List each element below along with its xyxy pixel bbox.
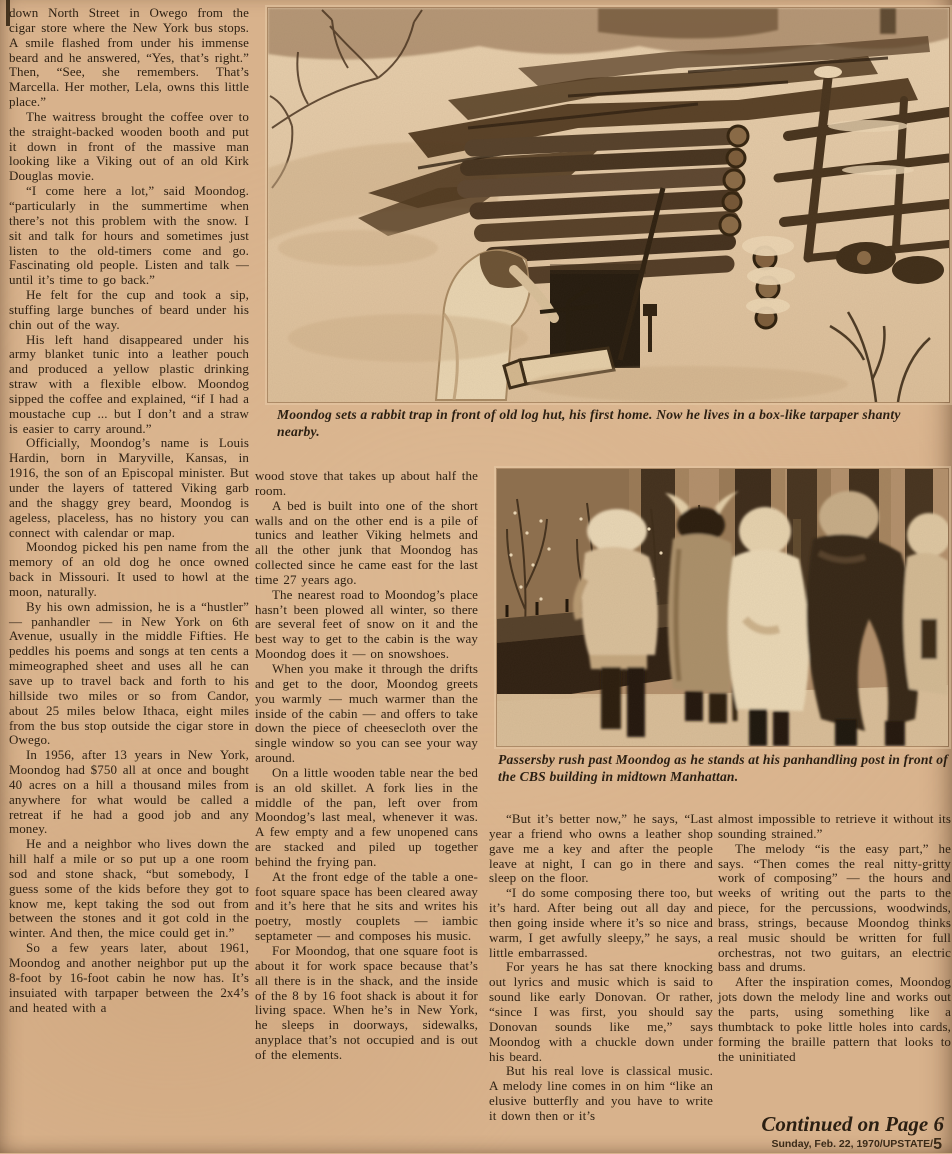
paragraph: Moondog picked his pen name from the memory of an old dog he once owned back in Missouri. It used to howl at the moon, naturally. — [9, 539, 249, 599]
paragraph: At the front edge of the table a one-foot square space has been cleared away and it’s here that he sits and writes his poetry, mostly couplets — iambic septameter — and composes his music. — [255, 868, 478, 944]
article-column-2 — [255, 469, 478, 1153]
paragraph: After the inspiration comes, Moondog jots down the melody line and works out the parts, using something like a thumbtack to poke little holes into cards, forming the braille pattern that looks to the uninitiated — [718, 974, 951, 1064]
continued-on-page-link[interactable]: Continued on Page 6 — [761, 1112, 944, 1136]
paragraph: For Moondog, that one square foot is about it for work space because that’s all there is in the shack, and the inside of the 8 by 16 foot shack is about it for living space. When he’s in New York, he sleeps in doorways, sidewalks, anyplace that’s not occupied and is out of the elements. — [255, 943, 478, 1062]
paragraph: He and a neighbor who lives down the hill half a mile or so put up a one room sod and stone shack, “but somebody, I guess some of the kids before they got to know me, kept taking the sod out from between the stones and it got cold in the winter. And then, the mice could get in.” — [9, 836, 249, 941]
cbs-sidewalk-photo-art — [497, 469, 948, 746]
paragraph: A bed is built into one of the short walls and on the other end is a pile of tunics and leather Viking helmets and all the other junk that Moondog has collected since he came east for the last time 27 years ago. — [255, 497, 478, 587]
paragraph: The waitress brought the coffee over to the straight-backed wooden booth and put it down in front of the massive man looking like a Viking out of an old Kirk Douglas movie. — [9, 108, 249, 184]
paragraph: “I do some composing there too, but it’s hard. After being out all day and then going inside where it’s so nice and warm, I get awfully sleepy,” he says, a little embarrassed. — [489, 885, 713, 960]
paragraph: So a few years later, about 1961, Moondog and another neighbor put up the 8-foot by 16-foot cabin he now has. It’s insuiated with tarpaper between the 2x4’s and heated with a — [9, 940, 249, 1015]
article-column-1 — [9, 6, 249, 1150]
log-hut-photo-art — [268, 8, 949, 402]
paragraph: The melody “is the easy part,” he says. “Then comes the real nitty-gritty work of composing” — the hours and weeks of writing out the parts to the piece, for the percussions, woodwinds, brass, strings, because Moondog thinks real music should be written for full orchestras, not two guitars, an electric bass and drums. — [718, 840, 951, 975]
paragraph: By his own admission, he is a “hustler” — panhandler — in New York on 6th Avenue, usually in the middle Fifties. He peddles his poems and songs at ten cents a mimeographed sheet and uses all he can save up to travel back and forth to his hillside two miles or so from Candor, about 25 miles below Ithaca, eight miles from the bus stop outside the cigar store in Owego. — [9, 598, 249, 748]
paragraph: His left hand disappeared under his army blanket tunic into a leather pouch and produced a yellow plastic drinking straw with a flexible elbow. Moondog sipped the coffee and explained, “if I had a moustache cup ... but I don’t and a straw is easier to carry around.” — [9, 331, 249, 436]
dateline-text: Sunday, Feb. 22, 1970/UPSTATE/ — [771, 1138, 934, 1150]
article-column-4 — [718, 812, 951, 1118]
paragraph: The nearest road to Moondog’s place hasn’t been plowed all winter, so there are several feet of snow on it and the best way to get to the cabin is the way Moondog does it — on snowshoes. — [255, 586, 478, 662]
page-dateline — [642, 1136, 942, 1154]
paragraph: On a little wooden table near the bed is an old skillet. A fork lies in the middle of the pan, left over from Moondog’s last meal, whenever it was. A few empty and a few unopened cans are stacked and piled up together behind the frying pan. — [255, 764, 478, 869]
paragraph: “But it’s better now,” he says, “Last year a friend who owns a leather shop gave me a key and after the people leave at night, I can go in there and sleep on the floor. — [489, 811, 713, 886]
log-hut-photo — [267, 7, 950, 403]
paragraph: almost impossible to retrieve it without its sounding strained.” — [718, 811, 951, 841]
paragraph: wood stove that takes up about half the room. — [255, 468, 478, 498]
paragraph: He felt for the cup and took a sip, stuffing large bunches of beard under his chin out of the way. — [9, 287, 249, 332]
article-column-3 — [489, 812, 713, 1152]
photo1-caption: Moondog sets a rabbit trap in front of old log hut, his first home. Now he lives in a box-like tarpaper shanty nearby. — [277, 407, 901, 439]
paragraph: down North Street in Owego from the cigar store where the New York bus stops. A smile flashed from under his immense beard and he answered, “Yes, that’s right.” Then, “See, she remembers. That’s Marcella. Her mother, Lela, owns this little place.” — [9, 5, 249, 110]
paragraph: When you make it through the drifts and get to the door, Moondog greets you warmly — much warmer than the inside of the cabin — and offers to take down the piece of cheesecloth over the single window so you can see your way around. — [255, 660, 478, 766]
paragraph: Officially, Moondog’s name is Louis Hardin, born in Maryville, Kansas, in 1916, the son of an Episcopal minister. But under the layers of tattered Viking garb and the shaggy grey beard, Moondog is ageless, placeless, has no history you can connect with calendar or map. — [9, 435, 249, 540]
paragraph: In 1956, after 13 years in New York, Moondog had $750 all at once and bought 40 acres on a hill a thousand miles from anywhere for what would be called a retreat if he had a good job and any money. — [9, 747, 249, 837]
paragraph: For years he has sat there knocking out lyrics and music which is said to sound like early Donovan. Or rather, “since I was first, you should say Donovan sounds like me,” says Moondog with a chuckle down under his beard. — [489, 959, 713, 1064]
photo2-caption: Passersby rush past Moondog as he stands at his panhandling post in front of the CBS building in midtown Manhattan. — [498, 752, 948, 784]
paragraph: “I come here a lot,” said Moondog. “particularly in the summertime when there’s not this problem with the snow. I sit and talk for hours and sometimes just listen to the old-timers come and go. Fascinating old people. Listen and talk — until it’s time to go back.” — [9, 183, 249, 288]
paragraph: But his real love is classical music. A melody line comes in on him “like an elusive butterfly and you have to write it down then or it’s — [489, 1063, 713, 1123]
page-number: 5 — [933, 1136, 942, 1153]
cbs-sidewalk-photo — [496, 468, 949, 747]
